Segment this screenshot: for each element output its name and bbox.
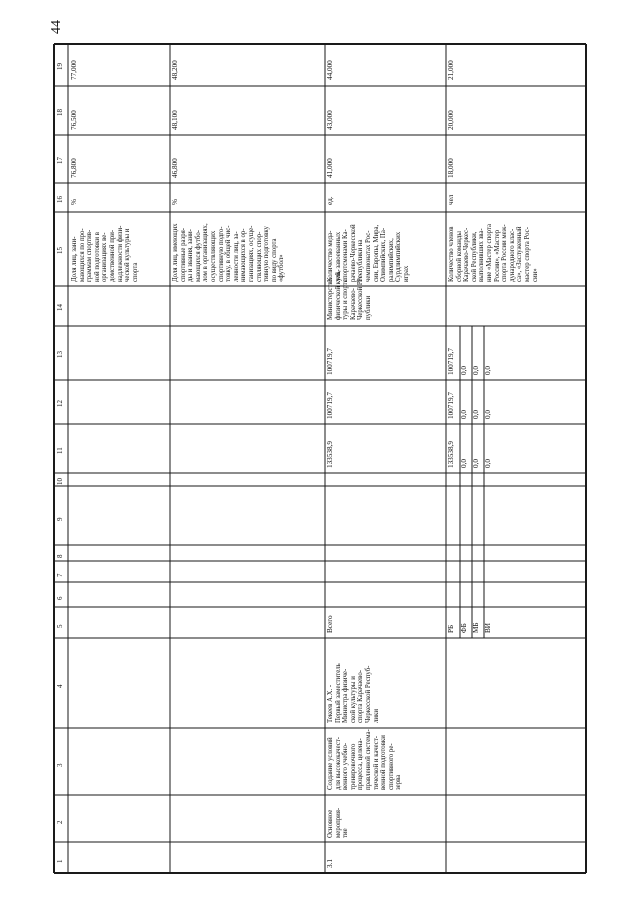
source-col-11: 0,0 <box>472 459 480 468</box>
masters-col-18: 20,000 <box>447 110 455 130</box>
column-number: 3 <box>56 763 64 767</box>
total-col-11: 133538,9 <box>326 441 334 468</box>
column-number: 15 <box>56 247 64 254</box>
executor-org: Министерство физической куль- туры и спорта Карачаево- Черкесской Рес- публики <box>327 269 372 320</box>
column-number: 19 <box>56 63 64 70</box>
unit-medals: ед. <box>326 196 334 205</box>
value-col-17: 46,800 <box>171 158 179 178</box>
column-number: 14 <box>56 304 64 311</box>
medals-col-17: 41,000 <box>326 158 334 178</box>
source-col-13: 0,0 <box>484 366 492 375</box>
row-number: 3.1 <box>326 859 334 868</box>
column-number: 8 <box>56 554 64 558</box>
source-col-13: 100719,7 <box>447 348 455 375</box>
row-type: Основное мероприя- тие <box>327 807 350 838</box>
indicator-masters: Количество членов сборной команды Карачаево-Черкес- ской Республики, выполнивших зва- ние «Мастер спорта России», «Мастер спорта России меж- дународного клас- са», «Заслуженный мастер спорта Рос- сии» <box>448 224 539 282</box>
masters-col-17: 18,000 <box>447 158 455 178</box>
column-number: 4 <box>56 684 64 688</box>
value-col-17: 76,800 <box>70 158 78 178</box>
total-label: Всего <box>326 615 334 633</box>
source-col-13: 0,0 <box>472 366 480 375</box>
unit-text: % <box>70 199 78 205</box>
medals-col-19: 44,000 <box>326 60 334 80</box>
source-col-12: 100719,7 <box>447 392 455 419</box>
column-number: 6 <box>56 596 64 600</box>
indicator-text: Доля лиц, зани- мающихся по про- граммам спортив- ной подготовки в организациях ве- домственной при- надлежности физи- ческой культуры и спорта <box>71 225 139 282</box>
value-col-18: 76,500 <box>70 110 78 130</box>
source-col-13: 0,0 <box>460 366 468 375</box>
value-col-19: 48,200 <box>171 60 179 80</box>
funding-source-label: РБ <box>447 624 455 633</box>
medals-col-18: 43,000 <box>326 110 334 130</box>
unit-masters: чел <box>447 194 455 205</box>
source-col-12: 0,0 <box>472 410 480 419</box>
column-number: 17 <box>56 157 64 164</box>
column-number: 12 <box>56 400 64 407</box>
column-number: 16 <box>56 195 64 203</box>
column-number: 11 <box>56 446 64 454</box>
source-col-11: 0,0 <box>484 459 492 468</box>
column-number: 7 <box>56 573 64 577</box>
funding-source-label: ФБ <box>460 623 468 633</box>
total-col-13: 100719,7 <box>326 348 334 375</box>
indicator-text: Доля лиц, имеющих спортивные разря- ды и звания, зани- мающихся футбо- лом в организациях, осуществляющих спортивную подго- товку, в общей чис- ленности лиц, за- нимающихся в ор- ганизациях, осуще- ствляющих спор- тивную подготовку по виду спорта «футбол» <box>172 223 286 282</box>
value-col-18: 48,100 <box>171 110 179 130</box>
funding-source-label: ВИ <box>484 623 492 633</box>
column-number: 10 <box>56 477 64 485</box>
column-number: 2 <box>56 820 64 824</box>
value-col-19: 77,000 <box>70 60 78 80</box>
unit-text: % <box>171 199 179 205</box>
source-col-11: 0,0 <box>460 459 468 468</box>
column-number: 1 <box>56 859 64 863</box>
column-number: 13 <box>56 351 64 358</box>
column-number: 5 <box>56 624 64 628</box>
source-col-11: 133538,9 <box>447 441 455 468</box>
funding-source-label: МБ <box>472 622 480 633</box>
total-col-12: 100719,7 <box>326 392 334 419</box>
row-name: Создание условий для высококачест- венного учебно- тренировочного процесса, целена- правленной система- тической и качест- венной подготовки спортивного ре- зерва <box>327 729 403 790</box>
column-number: 9 <box>56 517 64 521</box>
source-col-12: 0,0 <box>460 410 468 419</box>
column-number: 18 <box>56 108 64 116</box>
page-number: 44 <box>49 20 64 34</box>
source-col-12: 0,0 <box>484 410 492 419</box>
masters-col-19: 21,000 <box>447 60 455 80</box>
indicator-medals: Количество меда- лей, завоеванных спортсменами Ка- рачаево-Черкесской Республики на чемпионатах Рос- сии, Европы, Мира, Олимпийских, Па- ралимпийских, Сурдлимпийских играх <box>327 224 410 282</box>
responsible-person: Текеев А.Х. - Первый заместитель Министра физиче- ской культуры и спорта Карачаево- Черкесской Респуб- лики <box>327 663 380 723</box>
